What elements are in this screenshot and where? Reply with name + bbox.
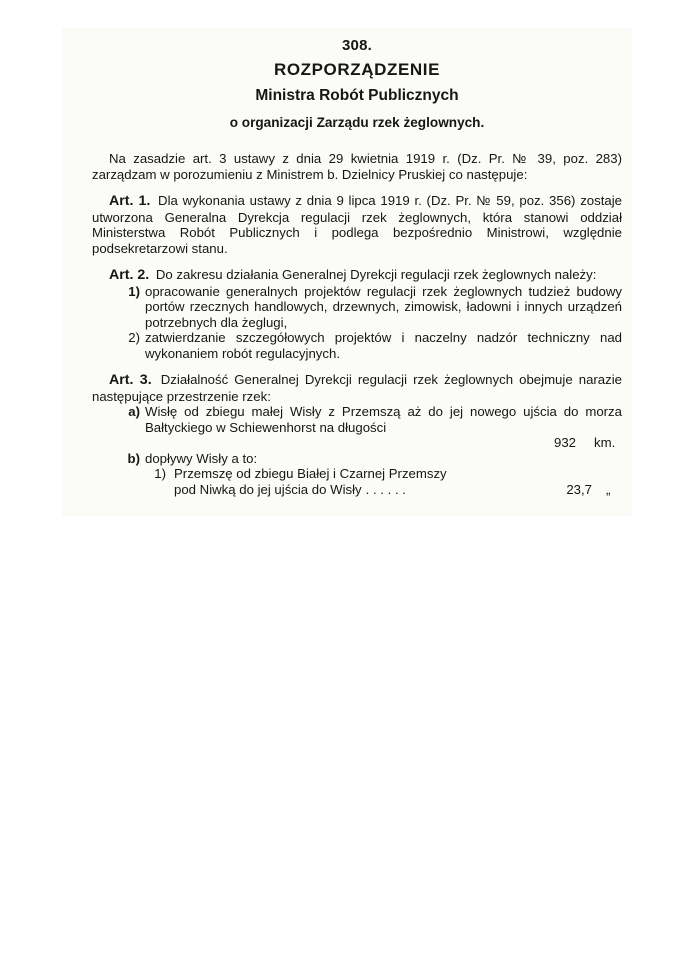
tributary-item: [92, 466, 622, 497]
article-3-label: Art. 3.: [109, 372, 152, 388]
list-item-text: opracowanie generalnych projektów regulacji rzek żeglownych tudzież budowy portów rzecznych handlowych, drzewnych, zimowisk, ładowni i innych urządzeń potrzebnych dla żeglugi,: [145, 283, 622, 330]
article-2-label: Art. 2.: [109, 267, 150, 283]
length-unit: km.: [594, 435, 616, 450]
list-item-text: dopływy Wisły a to:: [145, 450, 258, 466]
article-3: [92, 372, 622, 497]
document-issuer: Ministra Robót Publicznych: [255, 87, 459, 104]
list-item: [92, 404, 622, 451]
document-subject: o organizacji Zarządu rzek żeglownych.: [229, 115, 485, 130]
tributary-marker: 1): [154, 466, 166, 481]
tributaries-list: [92, 466, 622, 497]
article-1: [92, 193, 622, 256]
article-3-list: [92, 404, 622, 466]
tributary-length-value: 23,7: [566, 481, 592, 497]
list-item: [92, 451, 622, 467]
length-value: 932: [553, 435, 576, 450]
tributary-line-2-text: pod Niwką do jej ujścia do Wisły: [174, 481, 362, 497]
list-marker: b): [127, 450, 140, 466]
article-2: [92, 267, 622, 361]
list-marker: 1): [128, 283, 140, 299]
document-number: 308.: [342, 37, 372, 54]
list-item-text: Wisłę od zbiegu małej Wisły z Przemszą aż do jej nowego ujścia do morza Bałtyckiego w Schiewenhorst na długości: [145, 404, 622, 435]
preamble-paragraph: Na zasadzie art. 3 ustawy z dnia 29 kwietnia 1919 r. (Dz. Pr. № 39, poz. 283) zarządzam w porozumieniu z Ministrem b. Dzielnicy Pruskiej co następuje:: [92, 151, 622, 182]
list-item-text: zatwierdzanie szczegółowych projektów i naczelny nadzór techniczny nad wykonaniem robót regulacyjnych.: [145, 330, 622, 361]
tributary-length-unit: „: [606, 481, 611, 497]
length-row: [145, 435, 622, 451]
leader-dots: . . . . . .: [365, 481, 406, 497]
article-2-intro: [92, 267, 622, 284]
list-item: [92, 284, 622, 331]
article-3-text: Działalność Generalnej Dyrekcji regulacji rzek żeglownych obejmuje narazie następujące przestrzenie rzek:: [92, 372, 622, 404]
article-2-text: Do zakresu działania Generalnej Dyrekcji regulacji rzek żeglownych należy:: [155, 267, 597, 282]
article-1-text: Dla wykonania ustawy z dnia 9 lipca 1919 r. (Dz. Pr. № 59, poz. 356) zostaje utworzona Generalna Dyrekcja regulacji rzek żeglownych, która stanowi oddział Ministerstwa Robót Publicznych i podlega bezpośrednio Ministrowi, względnie podsekretarzowi stanu.: [92, 193, 622, 256]
list-item: [92, 330, 622, 361]
tributary-line-2: [174, 482, 622, 498]
list-marker: 2): [128, 330, 140, 345]
article-1-label: Art. 1.: [109, 193, 151, 209]
list-marker: a): [128, 404, 140, 419]
document-page: [92, 34, 622, 497]
tributary-line-1: Przemszę od zbiegu Białej i Czarnej Przemszy: [174, 466, 447, 481]
article-3-intro: [92, 372, 622, 404]
document-title: ROZPORZĄDZENIE: [273, 60, 441, 79]
article-2-list: [92, 284, 622, 362]
